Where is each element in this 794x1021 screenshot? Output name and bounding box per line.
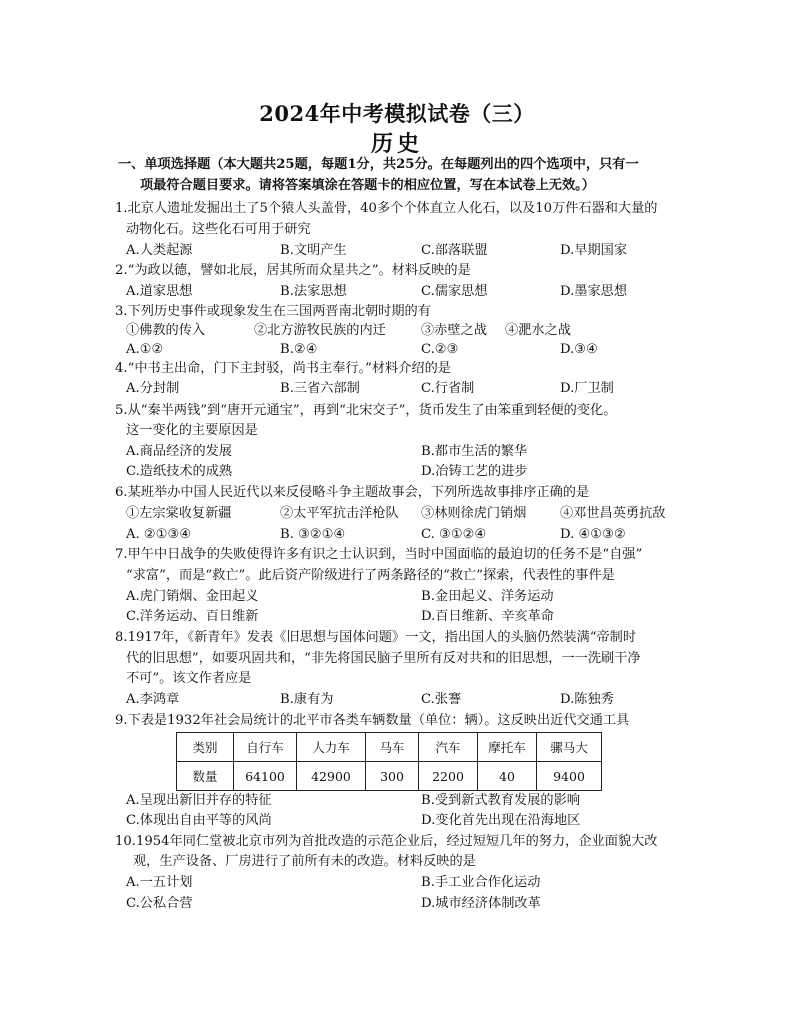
question-3-item-1: ①佛教的传入 bbox=[126, 323, 206, 338]
table-header-cell: 人力车 bbox=[297, 733, 366, 762]
question-6-option-c: C. ③①②④ bbox=[421, 527, 487, 542]
question-5-option-a: A.商品经济的发展 bbox=[126, 444, 233, 459]
question-1-stem-line-2: 动物化石。这些化石可用于研究 bbox=[126, 222, 311, 237]
table-cell: 数量 bbox=[177, 762, 234, 791]
exam-title: 2024年中考模拟试卷（三） bbox=[259, 101, 535, 126]
question-7-option-c: C.洋务运动、百日维新 bbox=[126, 609, 259, 624]
question-8-option-a: A.李鸿章 bbox=[126, 692, 180, 707]
section-instruction-line-2: 项最符合题目要求。请将答案填涂在答题卡的相应位置，写在本试卷上无效。） bbox=[140, 178, 595, 193]
question-3-option-c: C.②③ bbox=[421, 342, 459, 357]
question-7-option-b: B.金田起义、洋务运动 bbox=[421, 589, 554, 604]
question-8-option-b: B.康有为 bbox=[280, 692, 334, 707]
table-header-cell: 自行车 bbox=[234, 733, 297, 762]
question-10-option-d: D.城市经济体制改革 bbox=[421, 896, 541, 911]
question-2-option-c: C.儒家思想 bbox=[421, 284, 488, 299]
question-6-stem: 6.某班举办中国人民近代以来反侵略斗争主题故事会，下列所选故事排序正确的是 bbox=[115, 485, 590, 500]
question-2-option-d: D.墨家思想 bbox=[560, 284, 628, 299]
question-10-stem-line-2: 观，生产设备、厂房进行了前所有未的改造。材料反映的是 bbox=[133, 854, 476, 869]
question-1-option-b: B.文明产生 bbox=[280, 243, 347, 258]
question-5-option-c: C.造纸技术的成熟 bbox=[126, 464, 233, 479]
table-cell: 42900 bbox=[297, 762, 366, 791]
question-9-option-d: D.变化首先出现在沿海地区 bbox=[421, 813, 581, 828]
question-6-option-b: B. ③②①④ bbox=[280, 527, 346, 542]
question-3-item-2: ②北方游牧民族的内迁 bbox=[254, 323, 386, 338]
vehicle-count-table bbox=[176, 732, 602, 791]
question-5-option-b: B.都市生活的繁华 bbox=[421, 444, 528, 459]
question-9-option-a: A.呈现出新旧并存的特征 bbox=[126, 793, 272, 808]
question-6-option-d: D. ④①③② bbox=[560, 527, 626, 542]
question-1-option-c: C.部落联盟 bbox=[421, 243, 488, 258]
question-8-stem-line-2: 代的旧思想”，如要巩固共和，“非先将国民脑子里所有反对共和的旧思想，一一洗刷干净 bbox=[126, 651, 641, 666]
question-3-item-3: ③赤壁之战 bbox=[421, 323, 487, 338]
question-8-stem-line-1: 8.1917年，《新青年》发表《旧思想与国体问题》一文，指出国人的头脑仍然装满“帝制时 bbox=[115, 630, 637, 645]
question-1-option-a: A.人类起源 bbox=[126, 243, 193, 258]
question-6-item-2: ②太平军抗击洋枪队 bbox=[280, 506, 399, 521]
table-header-row bbox=[177, 733, 602, 762]
question-3-option-d: D.③④ bbox=[560, 342, 598, 357]
question-6-item-1: ①左宗棠收复新疆 bbox=[126, 506, 232, 521]
question-1-stem-line-1: 1.北京人遗址发掘出土了5个猿人头盖骨，40多个个体直立人化石，以及10万件石器和大量的 bbox=[115, 201, 658, 216]
question-10-option-c: C.公私合营 bbox=[126, 896, 193, 911]
question-10-stem-line-1: 10.1954年同仁堂被北京市列为首批改造的示范企业后，经过短短几年的努力，企业面貌大改 bbox=[115, 834, 658, 849]
table-header-cell: 类别 bbox=[177, 733, 234, 762]
question-4-option-b: B.三省六部制 bbox=[280, 381, 360, 396]
question-2-option-a: A.道家思想 bbox=[126, 284, 193, 299]
question-9-option-b: B.受到新式教育发展的影响 bbox=[421, 793, 580, 808]
question-3-stem: 3.下列历史事件或现象发生在三国两晋南北朝时期的有 bbox=[115, 304, 431, 319]
table-header-cell: 骡马大 bbox=[537, 733, 602, 762]
question-7-stem-line-1: 7.甲午中日战争的失败使得许多有识之士认识到，当时中国面临的最迫切的任务不是“自强” bbox=[115, 547, 643, 562]
question-8-option-c: C.张謇 bbox=[421, 692, 462, 707]
question-3-option-b: B.②④ bbox=[280, 342, 318, 357]
subject-title: 历史 bbox=[370, 131, 423, 157]
question-3-item-4: ④淝水之战 bbox=[505, 323, 571, 338]
question-8-option-d: D.陈独秀 bbox=[560, 692, 614, 707]
question-7-option-d: D.百日维新、辛亥革命 bbox=[421, 609, 554, 624]
table-header-cell: 马车 bbox=[366, 733, 419, 762]
question-2-stem: 2.“为政以德，譬如北辰，居其所而众星共之”。材料反映的是 bbox=[115, 263, 471, 278]
question-9-option-c: C.体现出自由平等的风尚 bbox=[126, 813, 272, 828]
table-cell: 2200 bbox=[419, 762, 478, 791]
question-4-stem: 4.“中书主出命，门下主封驳，尚书主奉行。”材料介绍的是 bbox=[115, 361, 451, 376]
question-5-option-d: D.冶铸工艺的进步 bbox=[421, 464, 528, 479]
question-2-option-b: B.法家思想 bbox=[280, 284, 347, 299]
table-cell: 9400 bbox=[537, 762, 602, 791]
question-7-stem-line-2: “求富”，而是“救亡”。此后资产阶级进行了两条路径的“救亡”探索，代表性的事件是 bbox=[126, 568, 615, 583]
section-instruction-line-1: 一、单项选择题（本大题共25题，每题1分，共25分。在每题列出的四个选项中，只有一 bbox=[118, 157, 639, 172]
question-6-item-3: ③林则徐虎门销烟 bbox=[421, 506, 527, 521]
question-10-option-b: B.手工业合作化运动 bbox=[421, 875, 541, 890]
question-5-stem-line-1: 5.从“秦半两钱”到“唐开元通宝”，再到“北宋交子”，货币发生了由笨重到轻便的变化。 bbox=[115, 403, 617, 418]
table-cell: 300 bbox=[366, 762, 419, 791]
question-10-option-a: A.一五计划 bbox=[126, 875, 193, 890]
question-8-stem-line-3: 不可”。该文作者应是 bbox=[126, 671, 252, 686]
question-4-option-d: D.厂卫制 bbox=[560, 381, 614, 396]
question-5-stem-line-2: 这一变化的主要原因是 bbox=[126, 423, 258, 438]
question-6-item-4: ④邓世昌英勇抗敌 bbox=[560, 506, 666, 521]
table-header-cell: 汽车 bbox=[419, 733, 478, 762]
question-7-option-a: A.虎门销烟、金田起义 bbox=[126, 589, 259, 604]
question-6-option-a: A. ②①③④ bbox=[126, 527, 192, 542]
table-header-cell: 摩托车 bbox=[478, 733, 537, 762]
table-cell: 64100 bbox=[234, 762, 297, 791]
question-9-stem: 9.下表是1932年社会局统计的北平市各类车辆数量（单位：辆）。这反映出近代交通工具 bbox=[115, 713, 630, 728]
question-4-option-a: A.分封制 bbox=[126, 381, 180, 396]
table-row bbox=[177, 762, 602, 791]
question-4-option-c: C.行省制 bbox=[421, 381, 475, 396]
table-cell: 40 bbox=[478, 762, 537, 791]
question-1-option-d: D.早期国家 bbox=[560, 243, 628, 258]
question-3-option-a: A.①② bbox=[126, 342, 164, 357]
